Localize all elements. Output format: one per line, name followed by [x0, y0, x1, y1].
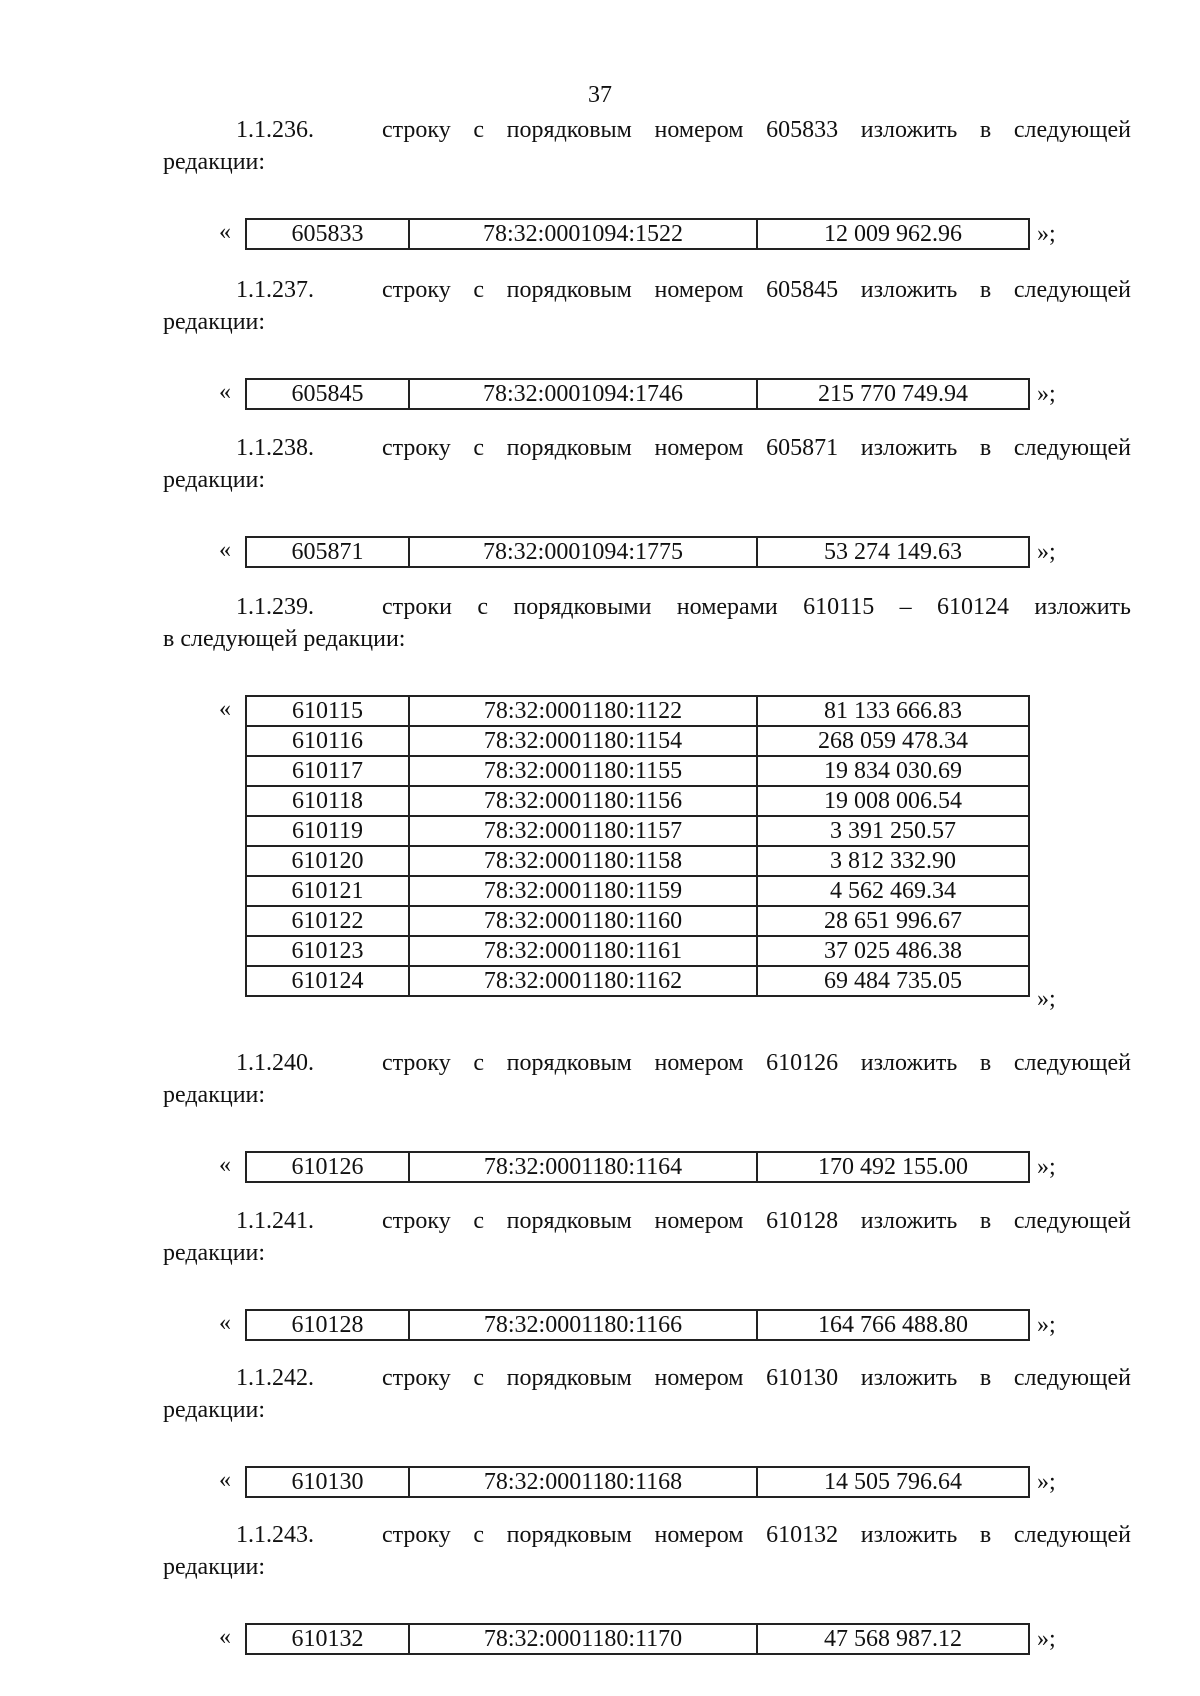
item-paragraph — [163, 275, 1131, 306]
cell-value: 3 812 332.90 — [757, 846, 1029, 876]
table-row — [246, 756, 1029, 786]
cell-sequence-number: 610124 — [246, 966, 409, 996]
quote-close: »; — [1037, 539, 1056, 565]
item-number: 1.1.240. — [236, 1050, 314, 1076]
cell-value: 215 770 749.94 — [757, 379, 1029, 409]
quote-close: »; — [1037, 1154, 1056, 1180]
cell-value: 170 492 155.00 — [757, 1152, 1029, 1182]
item-paragraph — [163, 115, 1131, 146]
cell-sequence-number: 605833 — [246, 219, 409, 249]
cell-sequence-number: 610121 — [246, 876, 409, 906]
item-text: строку с порядковым номером 610130 изложить в следующей — [382, 1365, 1131, 1391]
page-number: 37 — [588, 82, 612, 108]
item-continuation: редакции: — [163, 467, 266, 493]
item-paragraph — [163, 1363, 1131, 1394]
cell-cadastral-number: 78:32:0001094:1775 — [409, 537, 757, 567]
cell-value: 19 008 006.54 — [757, 786, 1029, 816]
table-row — [246, 219, 1029, 249]
item-continuation: редакции: — [163, 1554, 266, 1580]
table-row — [246, 696, 1029, 726]
table-row — [246, 846, 1029, 876]
record-table — [245, 1151, 1030, 1183]
quote-close: »; — [1037, 1469, 1056, 1495]
item-text: строку с порядковым номером 605871 изложить в следующей — [382, 435, 1131, 461]
table-row — [246, 786, 1029, 816]
item-text: строки с порядковыми номерами 610115 – 610124 изложить — [382, 594, 1131, 620]
item-number: 1.1.243. — [236, 1522, 314, 1548]
record-table — [245, 1466, 1030, 1498]
item-paragraph — [163, 1048, 1131, 1079]
cell-value: 164 766 488.80 — [757, 1310, 1029, 1340]
cell-cadastral-number: 78:32:0001180:1159 — [409, 876, 757, 906]
record-table — [245, 536, 1030, 568]
item-number: 1.1.236. — [236, 117, 314, 143]
cell-value: 3 391 250.57 — [757, 816, 1029, 846]
table-row — [246, 726, 1029, 756]
item-continuation: редакции: — [163, 1082, 266, 1108]
item-continuation: редакции: — [163, 149, 266, 175]
table-row — [246, 906, 1029, 936]
table-row — [246, 1624, 1029, 1654]
quote-open: « — [219, 1467, 231, 1493]
cell-sequence-number: 610119 — [246, 816, 409, 846]
cell-sequence-number: 610116 — [246, 726, 409, 756]
item-text: строку с порядковым номером 605845 изложить в следующей — [382, 277, 1131, 303]
cell-value: 81 133 666.83 — [757, 696, 1029, 726]
cell-sequence-number: 610118 — [246, 786, 409, 816]
cell-cadastral-number: 78:32:0001180:1160 — [409, 906, 757, 936]
cell-cadastral-number: 78:32:0001180:1168 — [409, 1467, 757, 1497]
cell-sequence-number: 610120 — [246, 846, 409, 876]
quote-open: « — [219, 537, 231, 563]
cell-cadastral-number: 78:32:0001094:1522 — [409, 219, 757, 249]
cell-sequence-number: 610130 — [246, 1467, 409, 1497]
table-row — [246, 537, 1029, 567]
quote-open: « — [219, 379, 231, 405]
cell-cadastral-number: 78:32:0001180:1122 — [409, 696, 757, 726]
table-row — [246, 816, 1029, 846]
cell-value: 14 505 796.64 — [757, 1467, 1029, 1497]
table-row — [246, 966, 1029, 996]
cell-sequence-number: 610122 — [246, 906, 409, 936]
cell-value: 37 025 486.38 — [757, 936, 1029, 966]
cell-cadastral-number: 78:32:0001180:1161 — [409, 936, 757, 966]
cell-cadastral-number: 78:32:0001180:1170 — [409, 1624, 757, 1654]
cell-cadastral-number: 78:32:0001180:1157 — [409, 816, 757, 846]
cell-cadastral-number: 78:32:0001180:1154 — [409, 726, 757, 756]
item-paragraph — [163, 1206, 1131, 1237]
record-table — [245, 378, 1030, 410]
cell-value: 268 059 478.34 — [757, 726, 1029, 756]
item-paragraph — [163, 592, 1131, 623]
table-row — [246, 1467, 1029, 1497]
item-text: строку с порядковым номером 610128 изложить в следующей — [382, 1208, 1131, 1234]
item-number: 1.1.237. — [236, 277, 314, 303]
table-row — [246, 379, 1029, 409]
cell-value: 53 274 149.63 — [757, 537, 1029, 567]
quote-close: »; — [1037, 221, 1056, 247]
item-text: строку с порядковым номером 605833 изложить в следующей — [382, 117, 1131, 143]
cell-cadastral-number: 78:32:0001180:1164 — [409, 1152, 757, 1182]
quote-open: « — [219, 219, 231, 245]
quote-close: »; — [1037, 1312, 1056, 1338]
cell-value: 69 484 735.05 — [757, 966, 1029, 996]
cell-cadastral-number: 78:32:0001180:1162 — [409, 966, 757, 996]
table-row — [246, 1152, 1029, 1182]
item-paragraph — [163, 1520, 1131, 1551]
quote-close: »; — [1037, 381, 1056, 407]
quote-close: »; — [1037, 986, 1056, 1012]
cell-cadastral-number: 78:32:0001180:1156 — [409, 786, 757, 816]
quote-close: »; — [1037, 1626, 1056, 1652]
cell-cadastral-number: 78:32:0001180:1166 — [409, 1310, 757, 1340]
item-paragraph — [163, 433, 1131, 464]
cell-sequence-number: 610115 — [246, 696, 409, 726]
table-row — [246, 1310, 1029, 1340]
record-table — [245, 695, 1030, 997]
item-continuation: редакции: — [163, 1397, 266, 1423]
cell-value: 19 834 030.69 — [757, 756, 1029, 786]
cell-sequence-number: 605871 — [246, 537, 409, 567]
item-number: 1.1.241. — [236, 1208, 314, 1234]
item-continuation: редакции: — [163, 309, 266, 335]
record-table — [245, 1309, 1030, 1341]
table-row — [246, 936, 1029, 966]
quote-open: « — [219, 696, 231, 722]
cell-value: 47 568 987.12 — [757, 1624, 1029, 1654]
cell-value: 28 651 996.67 — [757, 906, 1029, 936]
quote-open: « — [219, 1152, 231, 1178]
cell-sequence-number: 610128 — [246, 1310, 409, 1340]
cell-sequence-number: 610117 — [246, 756, 409, 786]
item-continuation: в следующей редакции: — [163, 626, 406, 652]
table-row — [246, 876, 1029, 906]
quote-open: « — [219, 1624, 231, 1650]
cell-cadastral-number: 78:32:0001180:1158 — [409, 846, 757, 876]
cell-sequence-number: 610123 — [246, 936, 409, 966]
cell-value: 12 009 962.96 — [757, 219, 1029, 249]
record-table — [245, 1623, 1030, 1655]
item-number: 1.1.242. — [236, 1365, 314, 1391]
quote-open: « — [219, 1310, 231, 1336]
item-continuation: редакции: — [163, 1240, 266, 1266]
record-table — [245, 218, 1030, 250]
item-number: 1.1.238. — [236, 435, 314, 461]
item-number: 1.1.239. — [236, 594, 314, 620]
cell-cadastral-number: 78:32:0001180:1155 — [409, 756, 757, 786]
cell-value: 4 562 469.34 — [757, 876, 1029, 906]
item-text: строку с порядковым номером 610126 изложить в следующей — [382, 1050, 1131, 1076]
cell-cadastral-number: 78:32:0001094:1746 — [409, 379, 757, 409]
cell-sequence-number: 610126 — [246, 1152, 409, 1182]
cell-sequence-number: 605845 — [246, 379, 409, 409]
cell-sequence-number: 610132 — [246, 1624, 409, 1654]
item-text: строку с порядковым номером 610132 изложить в следующей — [382, 1522, 1131, 1548]
